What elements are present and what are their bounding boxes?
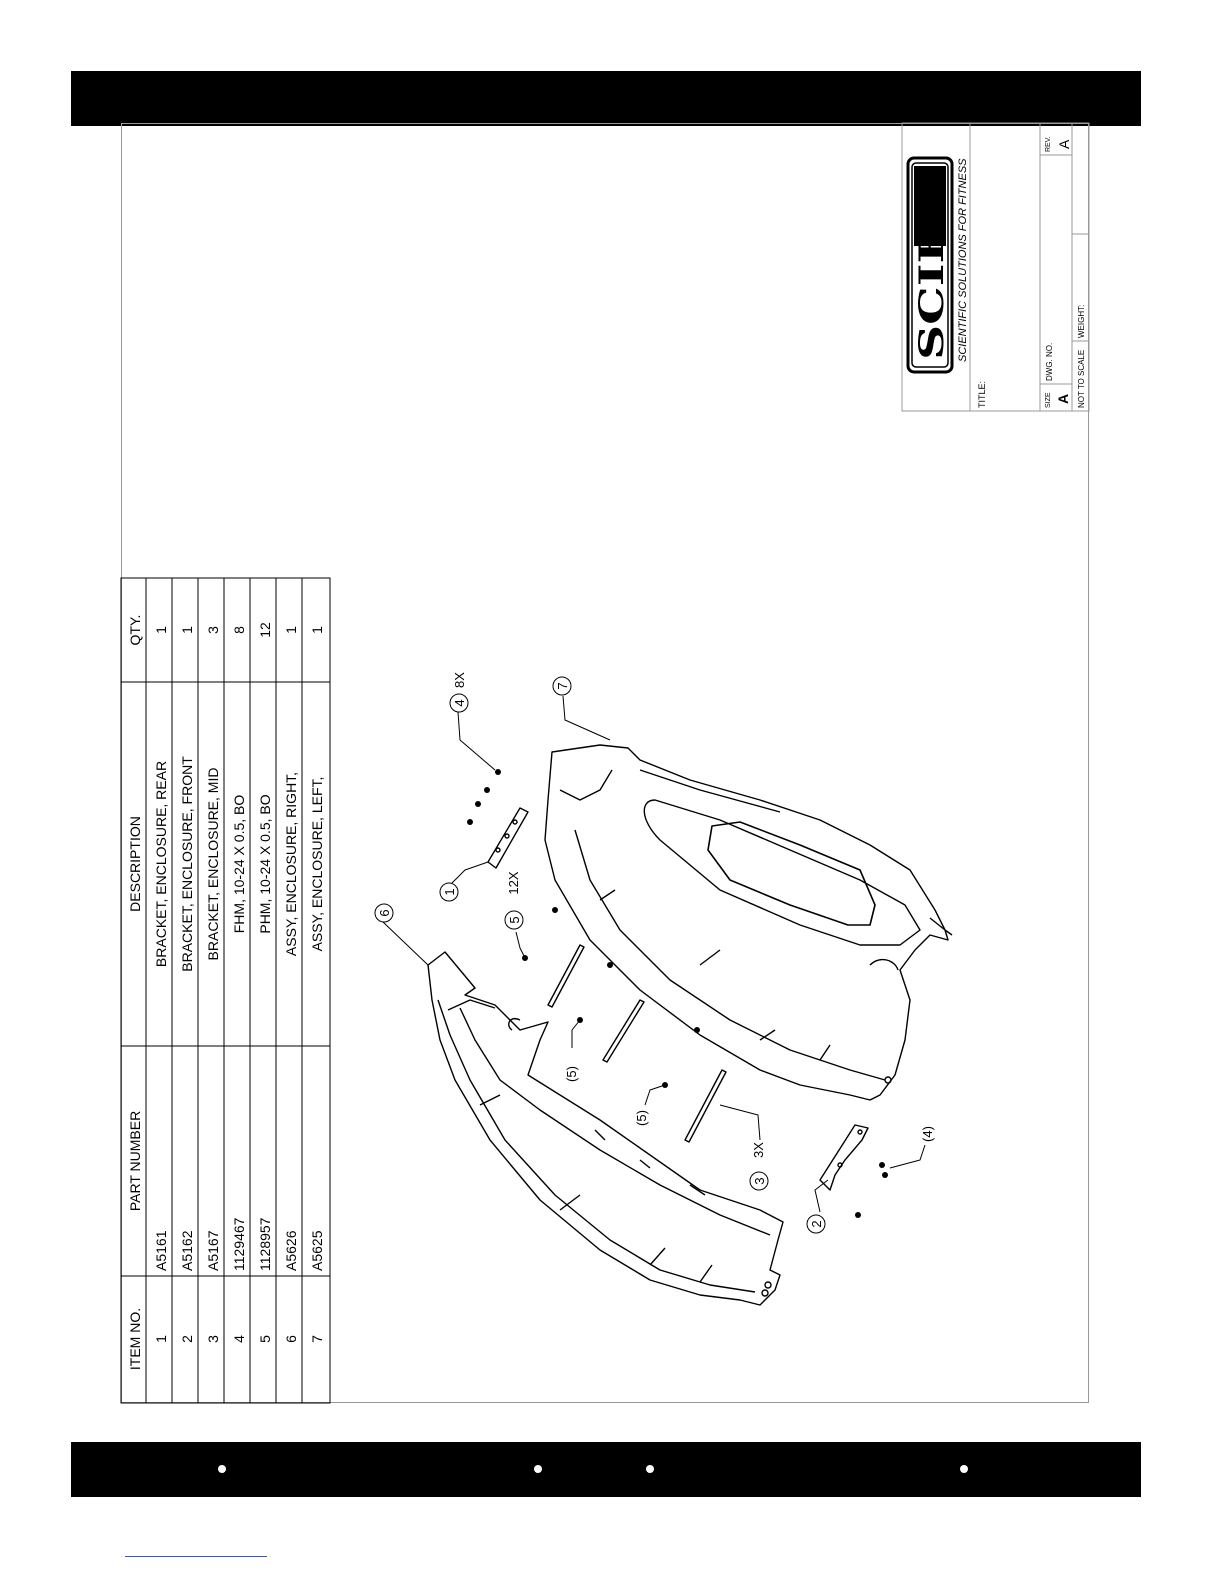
bom-cell-qty: 1 [309, 626, 325, 634]
bom-cell-desc: FHM, 10-24 X 0.5, BO [231, 794, 247, 934]
callout-6: 6 [377, 909, 392, 917]
bom-cell-qty: 1 [179, 626, 195, 634]
exploded-view [375, 677, 952, 1305]
bom-cell-part: 1128957 [257, 1217, 273, 1271]
callout-2: 2 [809, 1220, 824, 1228]
bom-cell-qty: 1 [283, 626, 299, 634]
bom-header-qty: QTY. [127, 614, 143, 646]
callout-3: 3 [752, 1177, 767, 1185]
bom-cell-item: 3 [205, 1335, 221, 1343]
callout-5: 5 [507, 916, 522, 924]
bom-header-item: ITEM NO. [127, 1307, 143, 1371]
bom-cell-item: 2 [179, 1335, 195, 1343]
weight-label: WEIGHT: [1077, 304, 1086, 338]
screws [467, 769, 888, 1218]
bom-cell-item: 1 [153, 1335, 169, 1343]
bom-cell-part: A5625 [309, 1230, 325, 1271]
left-enclosure-part [545, 745, 952, 1100]
bom-cell-part: 1129467 [231, 1217, 247, 1271]
logo-text: SCIFIT [912, 227, 952, 360]
bom-cell-qty: 8 [231, 626, 247, 634]
bom-cell-part: A5167 [205, 1230, 221, 1271]
bom-header-desc: DESCRIPTION [127, 816, 143, 912]
scifit-logo [908, 158, 952, 372]
ref-label-5b: (5) [634, 1110, 649, 1126]
bom-cell-item: 4 [231, 1335, 247, 1343]
scale-label: NOT TO SCALE [1077, 349, 1086, 408]
bom-cell-desc: BRACKET, ENCLOSURE, REAR [153, 760, 169, 968]
size-label: SIZE [1045, 392, 1052, 408]
bom-cell-part: A5162 [179, 1230, 195, 1271]
tagline: SCIENTIFIC SOLUTIONS FOR FITNESS [957, 158, 969, 362]
callout-4: 4 [452, 699, 467, 707]
ref-label-4: (4) [920, 1126, 935, 1142]
bom-cell-item: 6 [283, 1335, 299, 1343]
page-link-underline[interactable] [125, 1556, 267, 1557]
bom-cell-desc: ASSY, ENCLOSURE, RIGHT, [283, 771, 299, 957]
qty-label-4: 8X [452, 672, 467, 688]
bom-cell-desc: BRACKET, ENCLOSURE, MID [205, 767, 221, 961]
bom-header-part: PART NUMBER [127, 1110, 143, 1212]
bom-cell-desc: ASSY, ENCLOSURE, LEFT, [309, 776, 325, 952]
right-enclosure-part [428, 952, 783, 1305]
bom-cell-desc: PHM, 10-24 X 0.5, BO [257, 794, 273, 934]
bom-cell-part: A5626 [283, 1230, 299, 1271]
bom-cell-item: 5 [257, 1335, 273, 1343]
bom-cell-qty: 12 [257, 622, 273, 638]
bom-cell-part: A5161 [153, 1230, 169, 1271]
qty-label-3: 3X [751, 1142, 766, 1158]
bom-cell-qty: 1 [153, 626, 169, 634]
rev-label: REV. [1045, 136, 1052, 152]
ref-label-5a: (5) [564, 1066, 579, 1082]
bom-cell-item: 7 [309, 1335, 325, 1343]
size-value: A [1055, 393, 1071, 404]
callout-7: 7 [555, 682, 570, 690]
bom-table [121, 578, 330, 1403]
bom-cell-desc: BRACKET, ENCLOSURE, FRONT [179, 756, 195, 972]
leader-lines [383, 696, 925, 1212]
rear-bracket-part [488, 808, 528, 868]
qty-label-5: 12X [506, 871, 521, 895]
bom-cell-qty: 3 [205, 626, 221, 634]
title-label: TITLE: [977, 380, 987, 408]
rev-value: A [1056, 139, 1072, 149]
dwg-label: DWG. NO. [1045, 342, 1054, 381]
callout-1: 1 [442, 888, 457, 896]
